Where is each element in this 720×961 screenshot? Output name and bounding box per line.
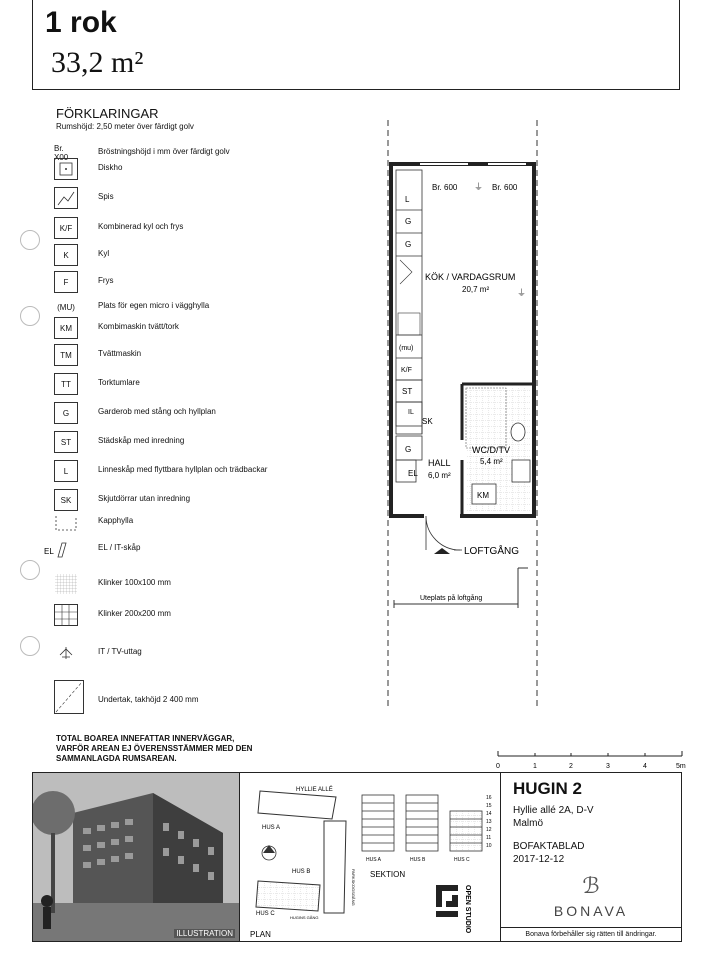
- svg-text:HUS C: HUS C: [454, 857, 470, 863]
- stove-symbol: [400, 260, 412, 284]
- coat-rack-icon: [54, 511, 78, 533]
- svg-text:HUS A: HUS A: [262, 825, 281, 831]
- toilet-symbol: [511, 423, 525, 441]
- room-count: 1 rok: [45, 6, 117, 39]
- legend-item-f: F Frys: [54, 271, 274, 295]
- section-hus-c: [450, 811, 482, 851]
- project-city: Malmö: [513, 818, 544, 829]
- wc-label: WC/D/TV: [472, 445, 510, 455]
- legend-item-mu: (MU) Plats för egen micro i vägghylla: [57, 301, 210, 312]
- svg-text:2: 2: [569, 763, 573, 770]
- sink-icon: [54, 158, 78, 180]
- hus-b-outline: [324, 821, 346, 913]
- sink-symbol: [398, 313, 420, 335]
- scale-bar: [492, 748, 692, 772]
- svg-text:1: 1: [533, 763, 537, 770]
- legend-title: FÖRKLARINGAR: [56, 106, 159, 121]
- legend-item-spis: Spis: [54, 187, 274, 211]
- svg-text:KM: KM: [477, 491, 489, 500]
- legend-code: Br. X00: [54, 144, 69, 162]
- svg-text:HUS C: HUS C: [256, 911, 275, 917]
- legend-item-g: G Garderob med stång och hyllplan: [54, 402, 274, 426]
- svg-text:G: G: [405, 445, 412, 454]
- legend-subtitle: Rumshöjd: 2,50 meter över färdigt golv: [56, 122, 194, 131]
- svg-text:4: 4: [643, 763, 647, 770]
- title-block: [32, 772, 682, 942]
- project-name: HUGIN 2: [513, 779, 582, 798]
- legend-item-kapphylla: Kapphylla: [54, 511, 274, 535]
- svg-text:HUS B: HUS B: [410, 857, 426, 863]
- svg-text:OPEN STUDIO: OPEN STUDIO: [464, 885, 471, 934]
- uteplats-label: Uteplats på loftgång: [420, 595, 483, 602]
- legend-item-it-tv: IT / TV-uttag: [54, 642, 274, 666]
- svg-text:K/F: K/F: [401, 367, 412, 374]
- tv-outlet-icon: [54, 642, 78, 664]
- binder-hole: [20, 636, 40, 656]
- svg-text:14: 14: [486, 811, 492, 817]
- legend-item-km: KM Kombimaskin tvätt/tork: [54, 317, 274, 341]
- svg-text:0: 0: [496, 763, 500, 770]
- svg-text:SK: SK: [422, 417, 433, 426]
- kitchen-label: KÖK / VARDAGSRUM: [425, 272, 516, 282]
- tile-small-icon: [54, 573, 78, 595]
- tv-outlet-icon: ⏚: [517, 288, 527, 298]
- section-hus-a: [362, 795, 394, 851]
- disclaimer: Bonava förbehåller sig rätten till ändringar.: [501, 927, 681, 942]
- hus-a-outline: [258, 791, 336, 819]
- hall-label: HALL: [428, 458, 451, 468]
- svg-text:Br. 600: Br. 600: [492, 183, 518, 192]
- svg-text:12: 12: [486, 827, 492, 833]
- plan-label: PLAN: [250, 930, 271, 939]
- svg-text:Br. 600: Br. 600: [432, 183, 458, 192]
- entry-door: [426, 516, 460, 550]
- tile-large-icon: [54, 604, 78, 626]
- svg-text:EL: EL: [44, 547, 54, 556]
- tv-outlet-icon: ⏚: [474, 182, 484, 192]
- site-plan: [240, 773, 501, 941]
- stove-icon: [54, 187, 78, 209]
- svg-text:HUS B: HUS B: [292, 869, 311, 875]
- svg-text:11: 11: [486, 835, 492, 841]
- legend-item-klinker100: Klinker 100x100 mm: [54, 573, 274, 597]
- area-note: TOTAL BOAREA INNEFATTAR INNERVÄGGAR, VARFÖR AREAN EJ ÖVERENSSTÄMMER MED DEN SAMMANLAGDA RUMSAREAN.: [56, 734, 253, 763]
- open-studio-logo: [436, 885, 458, 917]
- floor-plan: [380, 120, 550, 720]
- el-cabinet-icon: [44, 538, 78, 560]
- svg-text:EL: EL: [408, 469, 418, 478]
- svg-text:3: 3: [606, 763, 610, 770]
- legend-item-st: ST Städskåp med inredning: [54, 431, 274, 455]
- loftgang-label: LOFTGÅNG: [464, 546, 520, 557]
- svg-text:13: 13: [486, 819, 492, 825]
- entry-arrow: [434, 548, 450, 554]
- svg-text:HUS A: HUS A: [366, 857, 382, 863]
- legend-item-sk: SK Skjutdörrar utan inredning: [54, 489, 274, 513]
- svg-text:L: L: [405, 195, 410, 204]
- header-box: [32, 0, 680, 90]
- legend-item-diskho: Diskho: [54, 158, 274, 182]
- svg-text:IL: IL: [408, 409, 414, 416]
- bonava-logo-icon: ℬ: [582, 873, 600, 898]
- binder-hole: [20, 560, 40, 580]
- legend-item-klinker200: Klinker 200x200 mm: [54, 604, 274, 628]
- svg-text:16: 16: [486, 795, 492, 801]
- kitchen-area: 20,7 m²: [462, 285, 490, 294]
- svg-text:G: G: [405, 240, 412, 249]
- legend-item-k: K Kyl: [54, 244, 274, 268]
- project-address: Hyllie allé 2A, D-V: [513, 805, 594, 816]
- svg-text:HYLLIE ALLÉ: HYLLIE ALLÉ: [296, 787, 333, 793]
- hall-area: 6,0 m²: [428, 471, 451, 480]
- legend-item-kf: K/F Kombinerad kyl och frys: [54, 217, 274, 241]
- legend-item-tt: TT Torktumlare: [54, 373, 274, 397]
- svg-text:PARKSKOGSGÅNG: PARKSKOGSGÅNG: [351, 869, 356, 906]
- svg-text:5m: 5m: [676, 763, 686, 770]
- binder-hole: [20, 230, 40, 250]
- section-hus-b: [406, 795, 438, 851]
- basin-symbol: [512, 460, 530, 482]
- svg-text:10: 10: [486, 843, 492, 849]
- legend-item-bröstning: Br. X00 Bröstningshöjd i mm över färdigt golv: [54, 144, 230, 162]
- wc-area: 5,4 m²: [480, 457, 503, 466]
- hus-c-outline: [256, 881, 320, 911]
- svg-text:(mu): (mu): [399, 345, 414, 352]
- document-type: BOFAKTABLAD: [513, 841, 585, 852]
- sektion-label: SEKTION: [370, 870, 406, 879]
- document-date: 2017-12-12: [513, 854, 565, 865]
- project-info: [501, 773, 681, 941]
- ceiling-icon: [54, 680, 84, 714]
- svg-text:15: 15: [486, 803, 492, 809]
- bonava-brand: BONAVA: [553, 903, 629, 919]
- binder-hole: [20, 306, 40, 326]
- legend-item-l: L Linneskåp med flyttbara hyllplan och trädbackar: [54, 460, 274, 484]
- svg-text:HUGINS GÅNG: HUGINS GÅNG: [290, 915, 319, 920]
- legend-item-undertak: Undertak, takhöjd 2 400 mm: [54, 680, 274, 716]
- svg-text:G: G: [405, 217, 412, 226]
- illustration-label: ILLUSTRATION: [176, 929, 233, 938]
- svg-text:ST: ST: [402, 387, 413, 396]
- legend-item-el: EL EL / IT-skåp: [54, 538, 274, 562]
- apartment-area: 33,2 m²: [51, 46, 144, 79]
- legend-item-tm: TM Tvättmaskin: [54, 344, 274, 368]
- building-illustration: [33, 773, 240, 941]
